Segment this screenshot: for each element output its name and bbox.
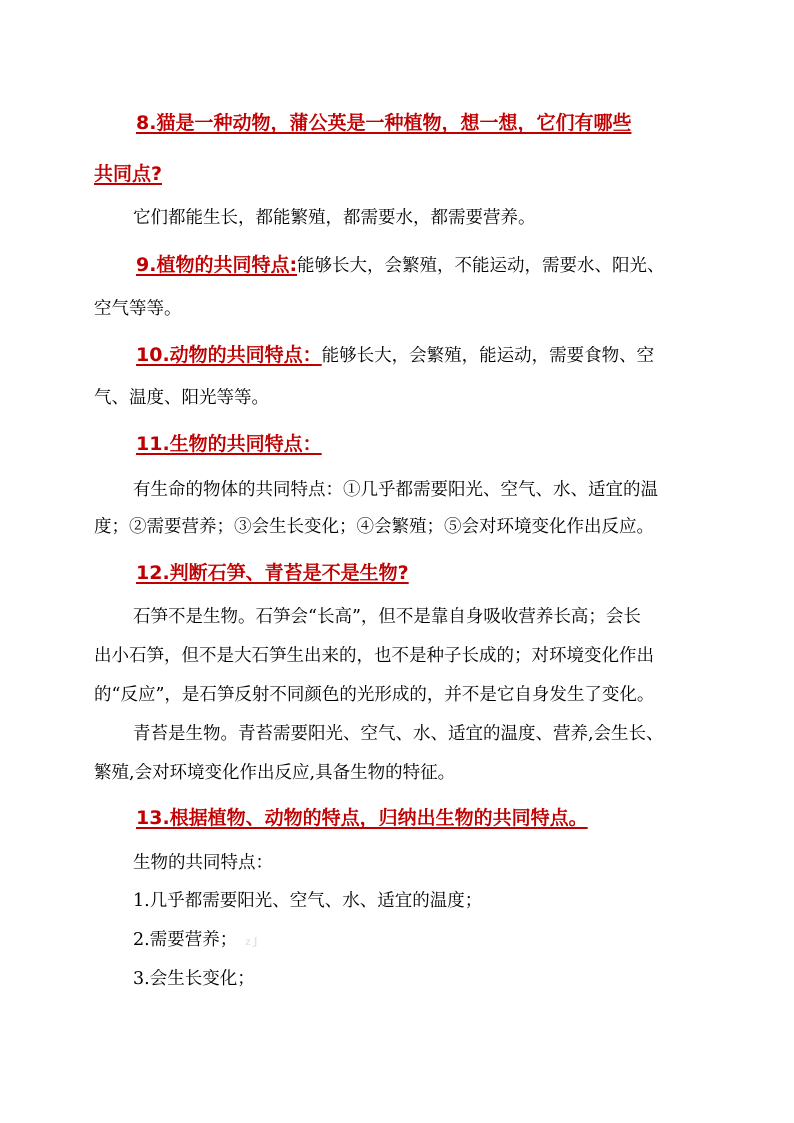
q11-text-line1: 有生命的物体的共同特点：①几乎都需要阳光、空气、水、适宜的温	[133, 480, 658, 500]
q12-p1-line1: 石笋不是生物。石笋会“长高”，但不是靠自身吸收营养长高；会长	[133, 607, 641, 627]
q9-line1	[136, 252, 665, 278]
q8-title-line1: 8.猫是一种动物，蒲公英是一种植物，想一想，它们有哪些	[136, 112, 632, 134]
q12-p1-line3: 的“反应”，是石笋反射不同颜色的光形成的，并不是它自身发生了变化。	[94, 685, 655, 705]
q12-p2-line1: 青苔是生物。青苔需要阳光、空气、水、适宜的温度、营养,会生长、	[133, 724, 664, 744]
q13-item-2-text: 2.需要营养；	[133, 930, 238, 950]
q8-answer: 它们都能生长，都能繁殖，都需要水，都需要营养。	[133, 208, 536, 228]
q13-heading: 13.根据植物、动物的特点，归纳出生物的共同特点。	[136, 807, 588, 829]
q13-item-3: 3.会生长变化；	[133, 969, 255, 989]
q12-p1-line2: 出小石笋，但不是大石笋生出来的，也不是种子长成的；对环境变化作出	[94, 646, 654, 666]
q9-heading: 9.植物的共同特点:	[136, 254, 298, 276]
q10-line1	[136, 342, 654, 368]
q13-item-2	[133, 928, 258, 955]
q12-heading: 12.判断石笋、青苔是不是生物?	[136, 562, 409, 584]
q13-intro: 生物的共同特点：	[133, 853, 273, 873]
q8-title-line2: 共同点?	[94, 163, 163, 185]
q13-item-1: 1.几乎都需要阳光、空气、水、适宜的温度；	[133, 891, 483, 911]
faint-mark: z J	[245, 937, 258, 948]
q10-text-line1: 能够长大，会繁殖，能运动，需要食物、空	[321, 346, 655, 366]
q9-text-line1: 能够长大，会繁殖，不能运动，需要水、阳光、	[297, 256, 665, 276]
q9-text-line2: 空气等等。	[94, 299, 182, 319]
q11-text-line2: 度；②需要营养；③会生长变化；④会繁殖；⑤会对环境变化作出反应。	[94, 517, 654, 537]
q10-text-line2: 气、温度、阳光等等。	[94, 388, 269, 408]
q12-p2-line2: 繁殖,会对环境变化作出反应,具备生物的特征。	[94, 763, 456, 783]
q11-heading: 11.生物的共同特点：	[136, 433, 322, 455]
q10-heading: 10.动物的共同特点：	[136, 344, 322, 366]
